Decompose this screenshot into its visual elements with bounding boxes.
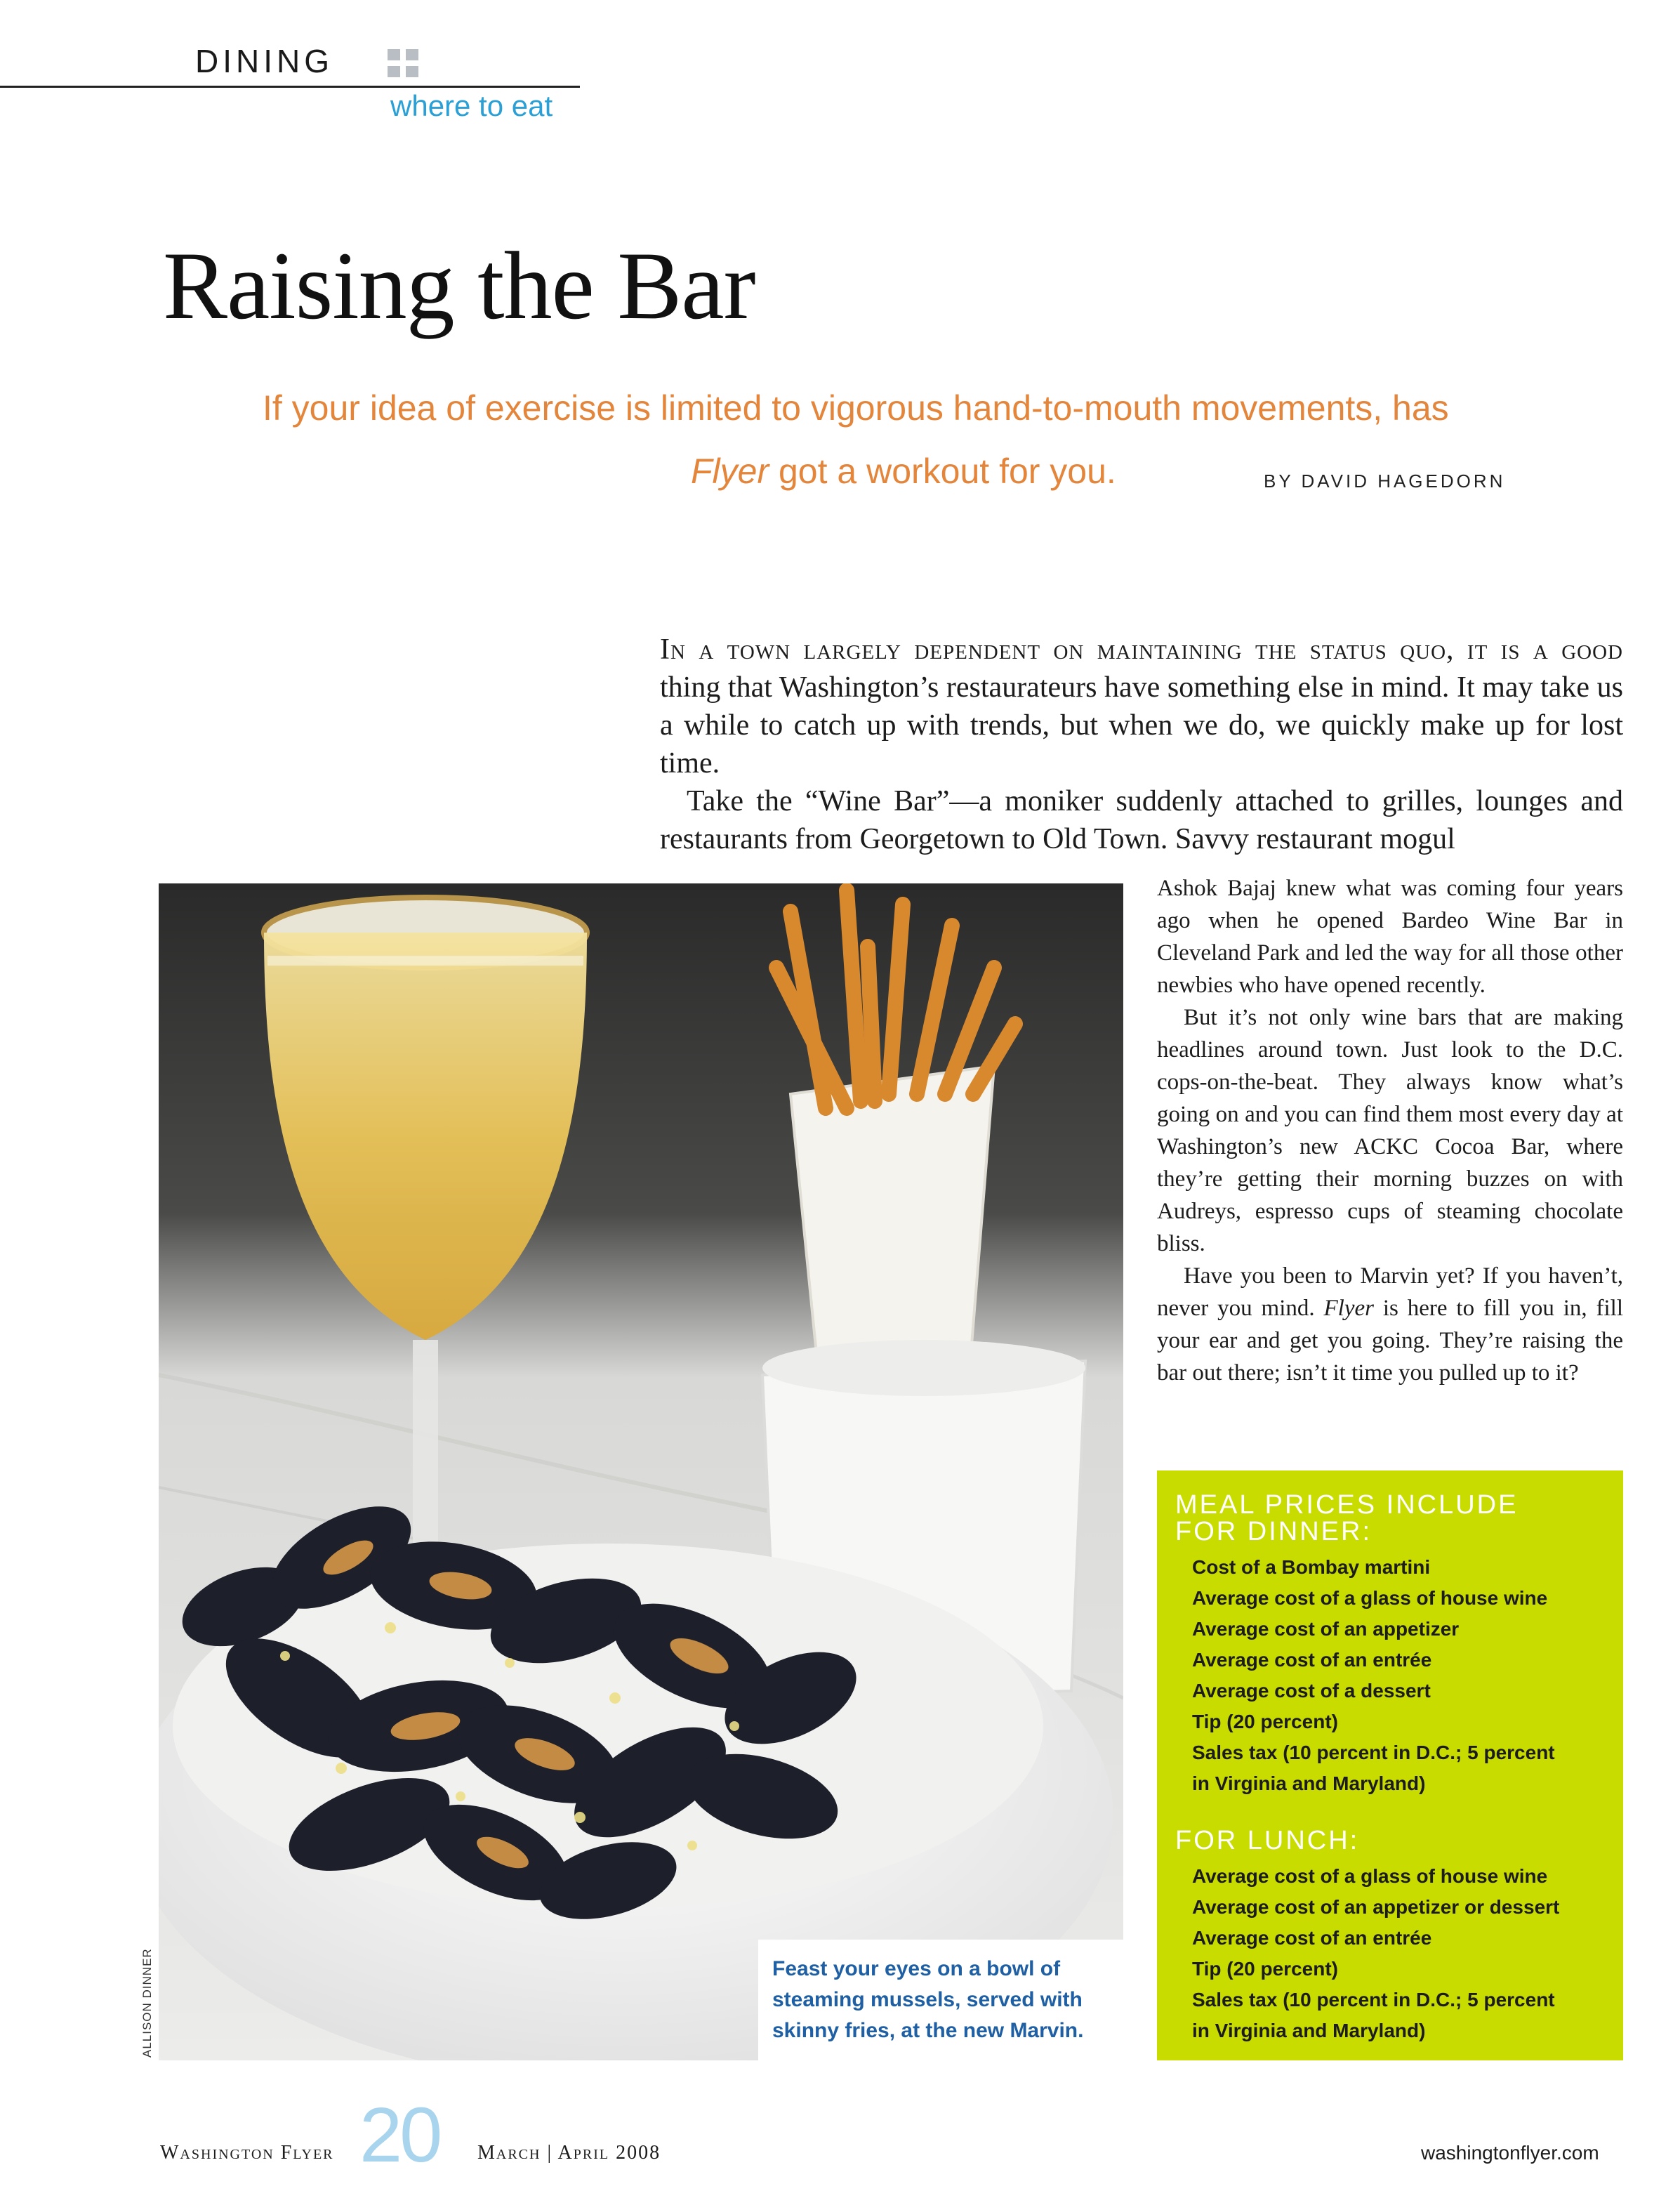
list-item: Average cost of a glass of house wine: [1192, 1865, 1548, 1887]
col-p3-italic: Flyer: [1323, 1296, 1374, 1321]
column-paragraph-1: Ashok Bajaj knew what was coming four years ago when he opened Bardeo Wine Bar in Cleveland Park and led the way for all those other newbies who have opened recently.: [1157, 876, 1623, 998]
article-deck-line1: If your idea of exercise is limited to vigorous hand-to-mouth movements, has: [263, 388, 1449, 428]
dinner-items-list: [1175, 1552, 1623, 1799]
col-p3-text-a: Have you been to Marvin yet? If you haven’t, never you mind.: [1157, 1263, 1623, 1321]
list-item: Sales tax (10 percent in D.C.; 5 percent: [1192, 1742, 1555, 1763]
deck-line2-text: got a workout for you.: [769, 452, 1116, 491]
intro-p1-text: thing that Washington’s restaurateurs have something else in mind. It may take us a while to catch up with trends, but when we do, we quickly make up for lost time.: [660, 671, 1623, 779]
intro-paragraph-2: Take the “Wine Bar”—a moniker suddenly attached to grilles, lounges and restaurants from Georgetown to Old Town. Savvy restaurant mogul: [660, 785, 1623, 855]
list-item: Average cost of an appetizer or dessert: [1192, 1896, 1560, 1918]
list-item: Average cost of an entrée: [1192, 1649, 1432, 1671]
list-item: Cost of a Bombay martini: [1192, 1556, 1431, 1578]
footer-publication: Washington Flyer: [160, 2142, 334, 2164]
list-item: in Virginia and Maryland): [1192, 2020, 1426, 2041]
column-paragraph-3: [1157, 1260, 1623, 1389]
deck-italic: Flyer: [691, 452, 769, 491]
lunch-items-list: [1175, 1861, 1623, 2046]
mussels-photo: [159, 883, 1123, 2060]
list-item: Sales tax (10 percent in D.C.; 5 percent: [1192, 1989, 1555, 2011]
intro-smallcaps-lead: In a town largely dependent on maintaining the status quo, it is a good: [660, 633, 1623, 666]
dinner-heading-line2: FOR DINNER:: [1175, 1517, 1372, 1546]
col-p3-text-b: is here to fill you in, fill your ear and get you going. They’re raising the bar out there; isn’t it time you pulled up to it?: [1157, 1296, 1624, 1386]
meal-prices-box: [1157, 1470, 1623, 2060]
list-item: in Virginia and Maryland): [1192, 1772, 1426, 1794]
footer-issue-date: March | April 2008: [477, 2142, 661, 2164]
list-item: Average cost of an entrée: [1192, 1927, 1432, 1949]
intro-paragraph-1: [660, 631, 1623, 782]
section-subtitle: where to eat: [390, 89, 553, 122]
column-paragraph-2: But it’s not only wine bars that are making headlines around town. Just look to the D.C. cops-on-the-beat. They always know what’s going on and you can find them most every day at Washington’s new ACKC Cocoa Bar, where they’re getting their morning buzzes on with Audreys, espresso cups of steaming chocolate bliss.: [1157, 1005, 1623, 1256]
byline: BY DAVID HAGEDORN: [1264, 471, 1506, 492]
section-rule: [0, 86, 580, 88]
article-intro: [660, 631, 1623, 858]
list-item: Average cost of a glass of house wine: [1192, 1587, 1548, 1609]
list-item: Average cost of a dessert: [1192, 1680, 1431, 1702]
section-dots-ornament: [388, 49, 424, 79]
footer-url[interactable]: washingtonflyer.com: [1421, 2142, 1599, 2164]
list-item: Tip (20 percent): [1192, 1958, 1338, 1980]
lunch-heading: FOR LUNCH:: [1175, 1826, 1360, 1855]
page-number: 20: [359, 2092, 440, 2178]
article-headline: Raising the Bar: [163, 232, 755, 339]
section-title: DINING: [195, 43, 333, 79]
dinner-heading-line1: MEAL PRICES INCLUDE: [1175, 1490, 1519, 1520]
photo-caption: Feast your eyes on a bowl of steaming mussels, served with skinny fries, at the new Marvin.: [758, 1940, 1123, 2060]
article-deck-line2: [691, 454, 1116, 489]
photo-credit: ALLISON DINNER: [140, 1948, 154, 2058]
list-item: Average cost of an appetizer: [1192, 1618, 1460, 1640]
article-column: [1157, 872, 1623, 1389]
list-item: Tip (20 percent): [1192, 1711, 1338, 1732]
